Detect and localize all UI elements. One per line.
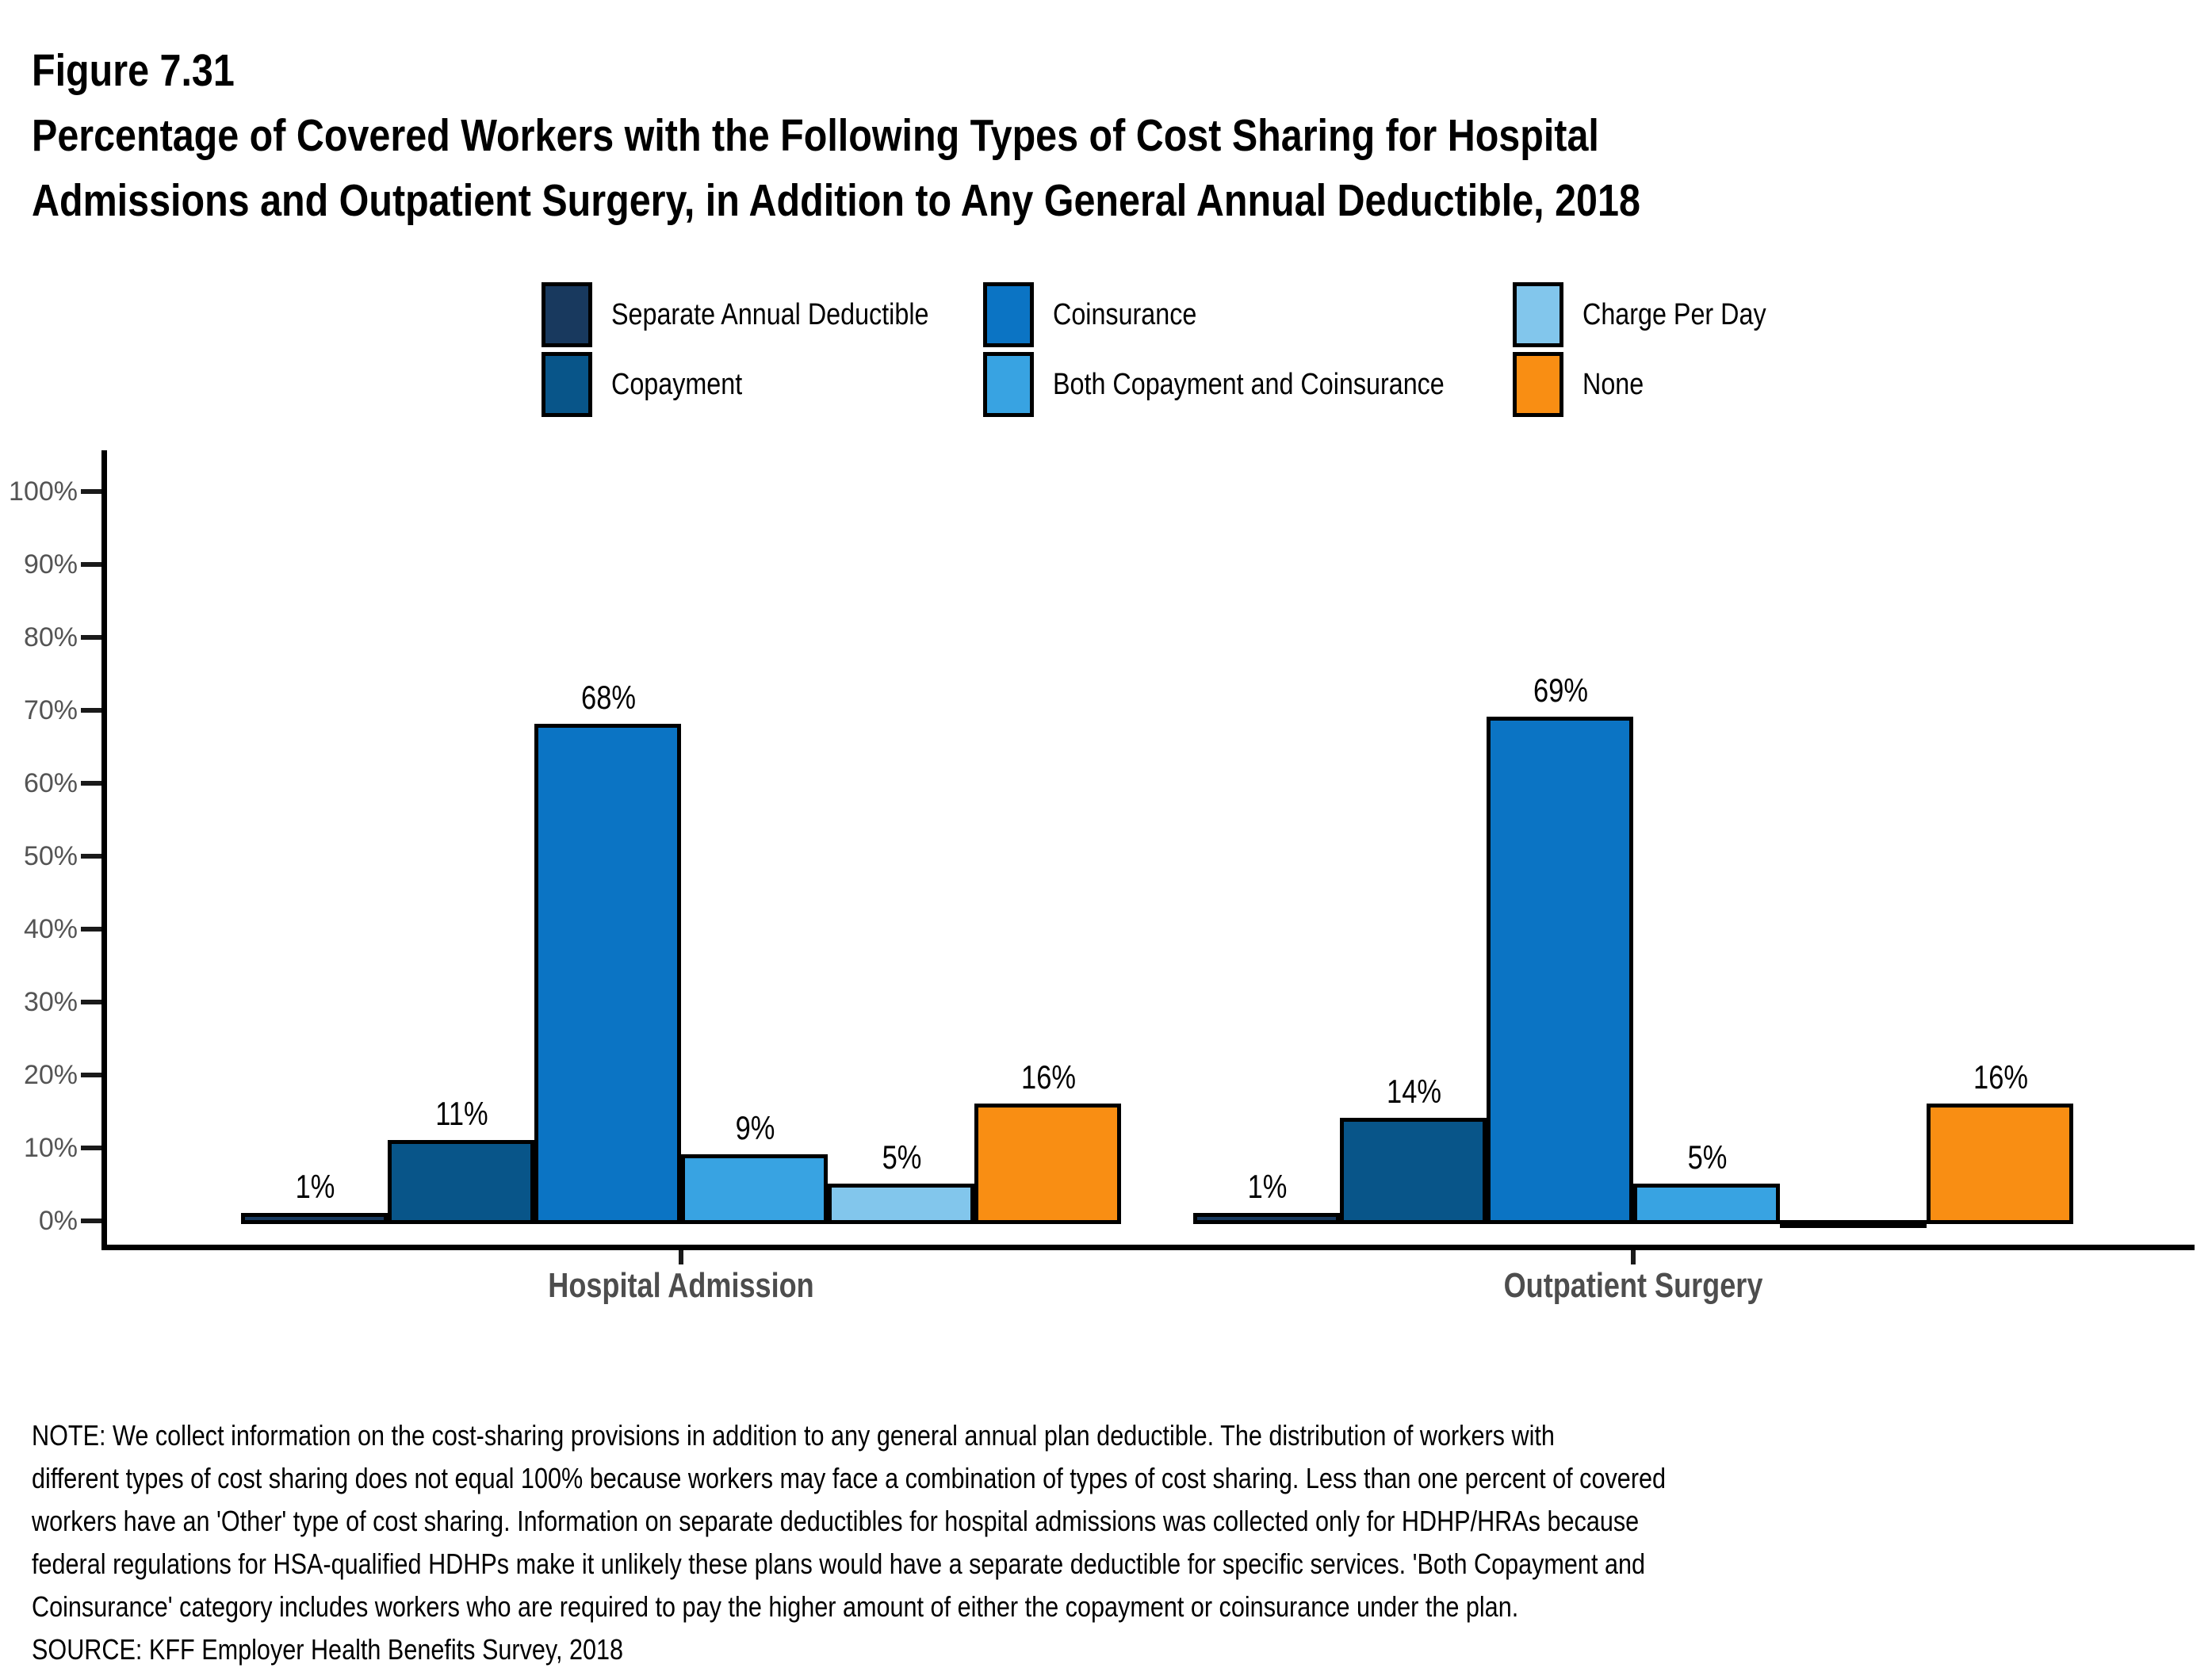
bar-value-label: 1% [295,1168,335,1205]
y-axis-tick [81,1073,101,1077]
y-axis-tick-label: 10% [23,1133,78,1163]
bar-copayment [1340,1118,1487,1224]
bar-both-copayment-and-coinsurance [1633,1184,1780,1224]
note-line: workers have an 'Other' type of cost sharing. Information on separate deductibles for hospital admissions was collected only for HDHP/HRAs because [32,1505,1640,1537]
bar-value-label: 68% [580,679,636,716]
bar-both-copayment-and-coinsurance [681,1154,828,1224]
y-axis-tick-label: 50% [23,841,78,871]
y-axis-tick [81,562,101,567]
y-axis-tick-label: 100% [9,476,78,507]
y-axis-tick [81,854,101,859]
y-axis-tick [81,1218,101,1223]
x-axis-tick [679,1250,683,1264]
y-axis-tick [81,927,101,932]
y-axis-tick-label: 60% [23,768,78,798]
legend-swatch [542,282,592,347]
y-axis-tick [81,1146,101,1150]
bar-charge-per-day [828,1184,974,1224]
y-axis-tick [81,635,101,640]
note-line: Coinsurance' category includes workers who are required to pay the higher amount of either the copayment or coinsurance under the plan. [32,1590,1519,1623]
bar-none [974,1104,1121,1224]
bar-value-label: 14% [1386,1073,1441,1110]
bar-value-label: 11% [434,1095,488,1132]
legend-swatch [1513,352,1563,417]
x-axis-line [101,1245,2195,1250]
legend-item-label: None [1582,367,1644,401]
bar-coinsurance [1487,717,1633,1224]
bar-value-label: 16% [1973,1058,2028,1096]
y-axis-tick-label: 40% [23,914,78,944]
legend-swatch [542,352,592,417]
y-axis-tick [81,708,101,713]
legend-item-label: Separate Annual Deductible [611,297,929,331]
y-axis-tick-label: 0% [38,1206,78,1236]
bar-copayment [388,1140,534,1224]
y-axis-tick [81,1000,101,1004]
bar-value-label: 16% [1020,1058,1076,1096]
y-axis-tick-label: 70% [23,695,78,725]
y-axis-tick-label: 30% [23,987,78,1017]
category-label: Outpatient Surgery [1503,1266,1763,1305]
legend-swatch [983,282,1034,347]
x-axis-tick [1631,1250,1636,1264]
figure-number: Figure 7.31 [32,45,235,96]
note-line: different types of cost sharing does not equal 100% because workers may face a combination of types of cost sharing. Less than one percent of covered [32,1462,1667,1494]
bar-value-label: 5% [1687,1138,1727,1176]
note-line: federal regulations for HSA-qualified HDHPs make it unlikely these plans would have a separate deductible for specific services. 'Both Copayment and [32,1547,1646,1580]
bar-separate-annual-deductible [1193,1213,1340,1224]
bar-none [1927,1104,2073,1224]
bar-charge-per-day [1780,1220,1927,1228]
note-line: NOTE: We collect information on the cost-sharing provisions in addition to any general annual plan deductible. The distribution of workers with [32,1419,1555,1452]
bar-value-label: 5% [882,1138,921,1176]
figure-title-line2: Admissions and Outpatient Surgery, in Addition to Any General Annual Deductible, 2018 [32,175,1640,226]
y-axis-tick [81,489,101,494]
legend-item-label: Coinsurance [1053,297,1197,331]
legend-item-label: Charge Per Day [1582,297,1766,331]
source-text: SOURCE: KFF Employer Health Benefits Survey, 2018 [32,1633,624,1666]
bar-value-label: 69% [1533,671,1588,709]
legend-item-label: Copayment [611,367,743,401]
bar-separate-annual-deductible [241,1213,388,1224]
bar-coinsurance [534,724,681,1224]
bar-value-label: 1% [1247,1168,1287,1205]
y-axis-tick-label: 80% [23,622,78,652]
y-axis-tick-label: 90% [23,549,78,580]
y-axis-line [101,450,107,1250]
y-axis-tick-label: 20% [23,1060,78,1090]
legend-swatch [983,352,1034,417]
figure-title-line1: Percentage of Covered Workers with the Following Types of Cost Sharing for Hospital [32,110,1599,161]
y-axis-tick [81,781,101,786]
bar-value-label: 9% [735,1109,775,1146]
legend-item-label: Both Copayment and Coinsurance [1053,367,1445,401]
legend-swatch [1513,282,1563,347]
category-label: Hospital Admission [548,1266,814,1305]
